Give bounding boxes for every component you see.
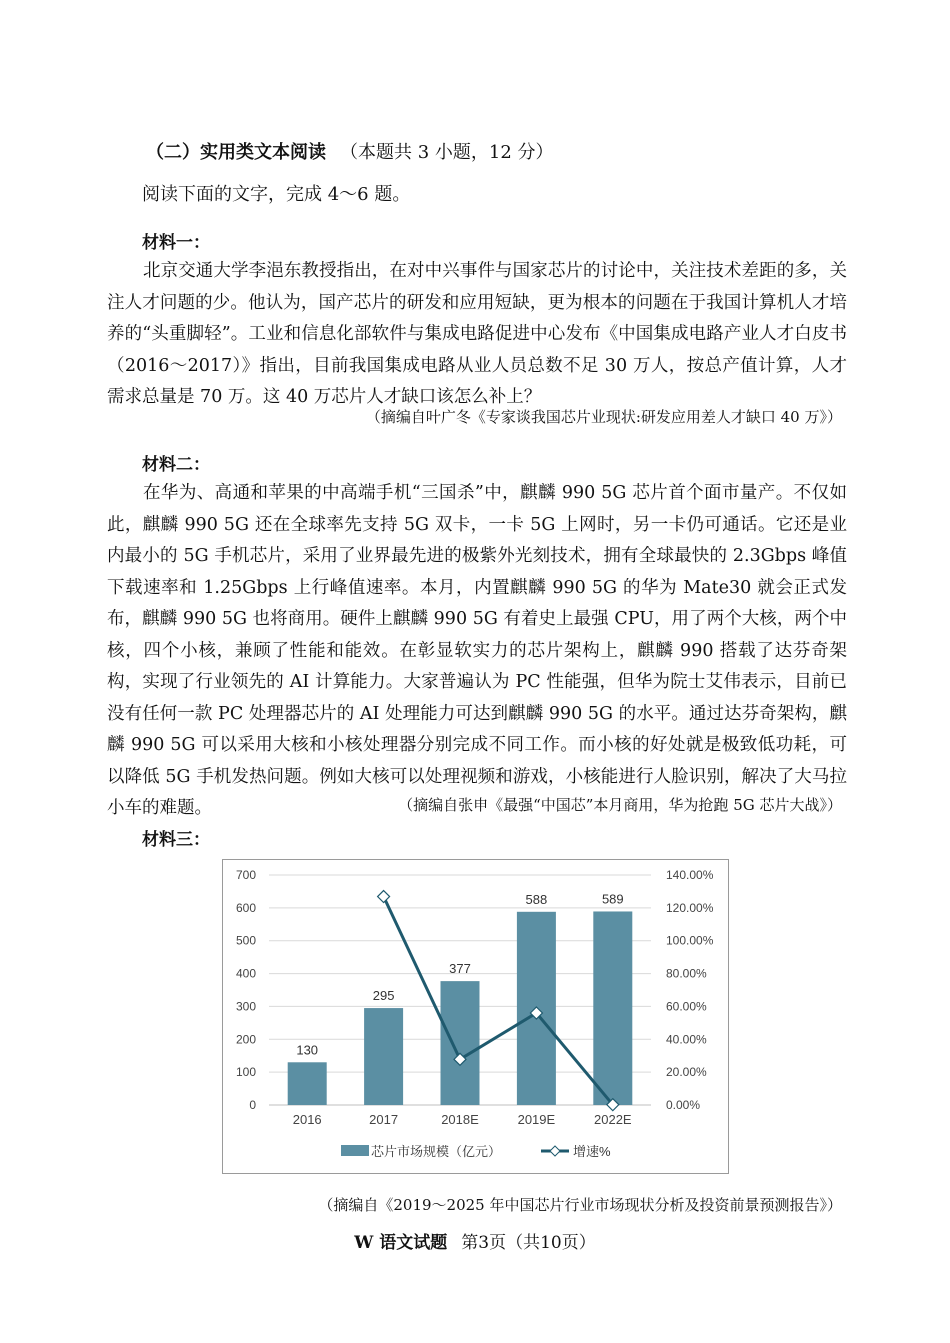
- y-left-tick-label: 500: [235, 933, 256, 948]
- material1-paragraph: 北京交通大学李浥东教授指出，在对中兴事件与国家芯片的讨论中，关注技术差距的多，关注人才问题的少。他认为，国产芯片的研发和应用短缺，更为根本的问题在于我国计算机人才培养的“头重脚轻”。工业和信息化部软件与集成电路促进中心发布《中国集成电路产业人才白皮书（2016～2017）》指出，目前我国集成电路从业人员总数不足 30 万人，按总产值计算，人才需求总量是 70 万。这 40 万芯片人才缺口该怎么补上？: [107, 261, 847, 407]
- section-title-text: （二）实用类文本阅读: [146, 142, 326, 163]
- y-right-tick-label: 140.00%: [666, 868, 714, 882]
- y-left-tick-label: 300: [235, 999, 256, 1014]
- y-left-tick-label: 400: [235, 966, 256, 981]
- legend-bar-label: 芯片市场规模（亿元）: [371, 1144, 502, 1159]
- instruction: 阅读下面的文字，完成 4～6 题。: [142, 184, 411, 205]
- chart-svg: [223, 860, 730, 1175]
- x-tick-label: 2017: [369, 1112, 399, 1127]
- y-right-tick-label: 80.00%: [666, 966, 707, 981]
- bar-data-label: 130: [296, 1042, 319, 1058]
- legend-line-label: 增速%: [573, 1144, 611, 1159]
- bar-data-label: 588: [525, 891, 548, 907]
- y-right-tick-label: 60.00%: [666, 999, 707, 1014]
- page-footer: [0, 1228, 950, 1253]
- bar-data-label: 295: [372, 988, 395, 1004]
- y-right-tick-label: 120.00%: [666, 900, 714, 915]
- section-note: （本题共 3 小题，12 分）: [340, 142, 554, 163]
- material2-heading: 材料二：: [142, 455, 210, 475]
- growth-point: [378, 891, 390, 903]
- material2-source: （摘编自张申《最强“中国芯”本月商用，华为抢跑 5G 芯片大战》）: [398, 796, 842, 814]
- material2-paragraph: 在华为、高通和苹果的中高端手机“三国杀”中，麒麟 990 5G 芯片首个面市量产。不仅如此，麒麟 990 5G 还在全球率先支持 5G 双卡，一卡 5G 上网时，另一卡仍可通话。它还是业内最小的 5G 手机芯片，采用了业界最先进的极紫外光刻技术，拥有全球最快的 2.3Gbps 峰值下载速率和 1.25Gbps 上行峰值速率。本月，内置麒麟 990 5G 的华为 Mate30 就会正式发布，麒麟 990 5G 也将商用。硬件上麒麟 990 5G 有着史上最强 CPU，用了两个大核，两个中核，四个小核，兼顾了性能和能效。在彰显软实力的芯片架构上，麒麟 990 搭载了达芬奇架构，实现了行业领先的 AI 计算能力。大家普遍认为 PC 性能强，但华为院士艾伟表示，目前已没有任何一款 PC 处理器芯片的 AI 处理能力可达到麒麟 990 5G 的水平。通过达芬奇架构，麒麟 990 5G 可以采用大核和小核处理器分别完成不同工作。而小核的好处就是极致低功耗，可以降低 5G 手机发热问题。例如大核可以处理视频和游戏，小核能进行人脸识别，解决了大马拉小车的难题。: [107, 483, 847, 818]
- bar: [593, 911, 632, 1105]
- y-left-tick-label: 200: [235, 1032, 256, 1047]
- bar: [364, 1008, 403, 1105]
- material3-heading: 材料三：: [142, 830, 210, 850]
- y-right-tick-label: 100.00%: [666, 933, 714, 948]
- y-right-tick-label: 20.00%: [666, 1065, 707, 1080]
- section-title: [146, 138, 554, 164]
- footer-subject: W 语文试题: [354, 1233, 448, 1253]
- growth-line: [384, 897, 613, 1105]
- legend-line-marker: [550, 1146, 560, 1156]
- x-tick-label: 2022E: [594, 1112, 632, 1127]
- bar: [441, 981, 480, 1105]
- bar: [288, 1062, 327, 1105]
- material1-heading: 材料一：: [142, 233, 210, 253]
- y-right-tick-label: 0.00%: [666, 1098, 701, 1112]
- x-tick-label: 2019E: [517, 1112, 556, 1127]
- y-left-tick-label: 600: [235, 900, 256, 915]
- bar-data-label: 377: [449, 961, 471, 977]
- legend-bar-swatch: [341, 1145, 369, 1156]
- y-left-tick-label: 700: [235, 868, 256, 882]
- y-right-tick-label: 40.00%: [666, 1032, 707, 1047]
- material3-source: （摘编自《2019～2025 年中国芯片行业市场现状分析及投资前景预测报告》）: [318, 1196, 842, 1214]
- x-tick-label: 2016: [292, 1112, 322, 1127]
- chip-market-chart: [222, 859, 729, 1174]
- y-left-tick-label: 100: [235, 1065, 256, 1080]
- bar-data-label: 589: [601, 891, 624, 907]
- x-tick-label: 2018E: [441, 1112, 479, 1127]
- material1-source: （摘编自叶广冬《专家谈我国芯片业现状:研发应用差人才缺口 40 万》）: [365, 408, 842, 426]
- footer-page: 第3页（共10页）: [461, 1233, 596, 1253]
- y-left-tick-label: 0: [249, 1098, 256, 1112]
